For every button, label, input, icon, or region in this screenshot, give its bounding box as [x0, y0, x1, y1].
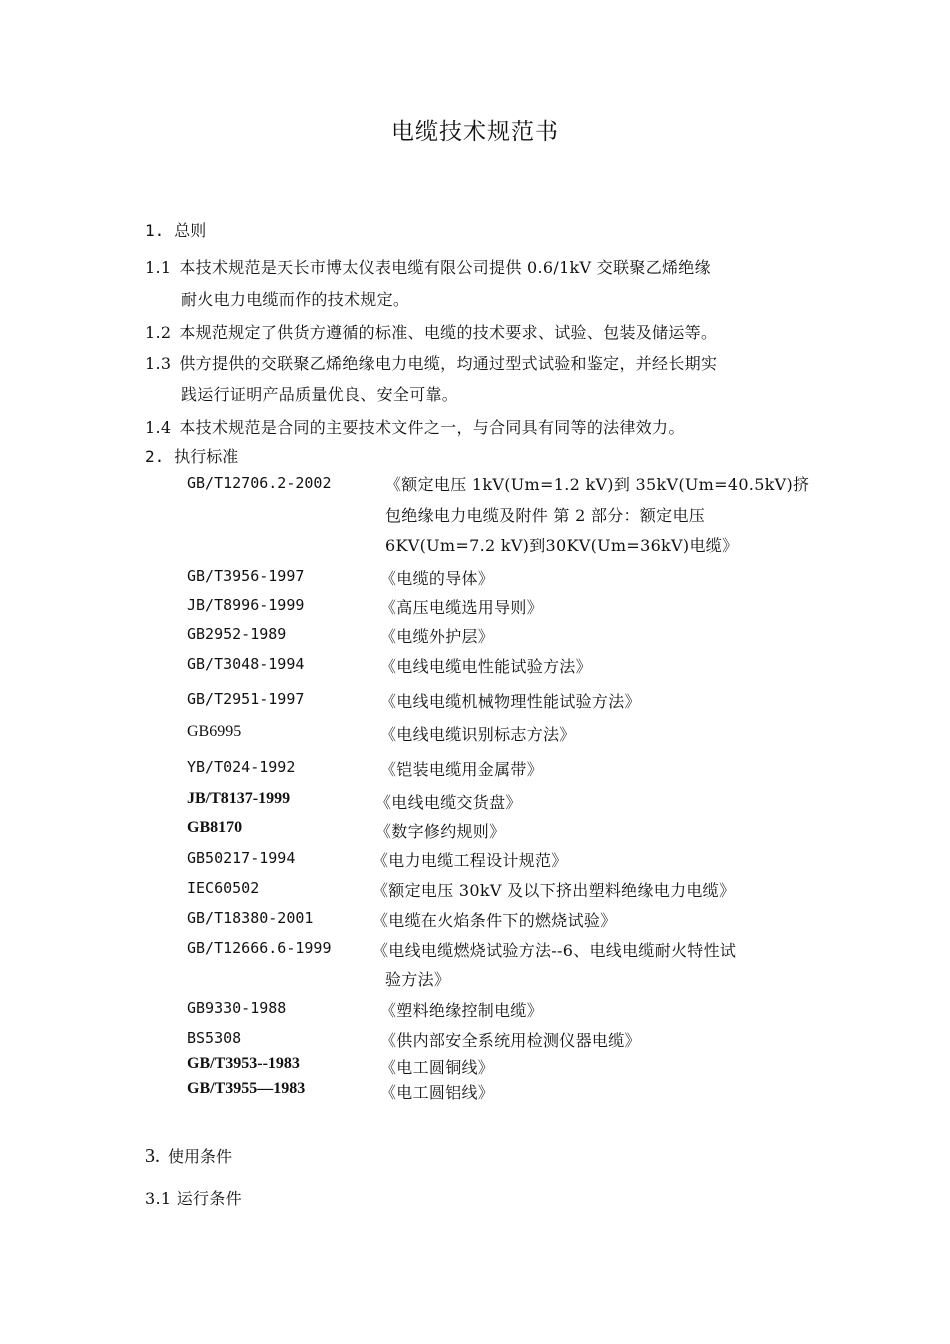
clause-1-1	[145, 255, 711, 278]
standard-title: 《额定电压 1kV(Um=1.2 kV)到 35kV(Um=40.5kV)挤	[385, 475, 810, 494]
standard-code: GB/T3048-1994	[187, 655, 305, 673]
standard-title-continued: 6KV(Um=7.2 kV)到30KV(Um=36kV)电缆》	[385, 536, 739, 555]
standard-code: GB/T3955—1983	[187, 1080, 306, 1097]
section-title: 执行标准	[174, 447, 239, 466]
subsection-3-1: 3.1 运行条件	[145, 1189, 242, 1208]
standard-title: 《数字修约规则》	[375, 822, 506, 841]
clause-number: 1.1	[145, 258, 172, 277]
standard-code: GB9330-1988	[187, 999, 287, 1017]
standard-code: YB/T024-1992	[187, 758, 296, 776]
standard-code: GB8170	[187, 819, 243, 836]
clause-text: 本规范规定了供货方遵循的标准、电缆的技术要求、试验、包装及储运等。	[179, 323, 718, 342]
clause-text: 本技术规范是天长市博太仪表电缆有限公司提供 0.6/1kV 交联聚乙烯绝缘	[179, 258, 711, 277]
clause-text: 本技术规范是合同的主要技术文件之一，与合同具有同等的法律效力。	[179, 418, 685, 437]
standard-title: 《电缆的导体》	[380, 569, 495, 588]
standard-title: 《高压电缆选用导则》	[380, 598, 544, 617]
standard-code: GB2952-1989	[187, 625, 287, 643]
standard-title-continued: 验方法》	[385, 970, 451, 989]
standard-code: IEC60502	[187, 879, 260, 897]
standard-title: 《电工圆铜线》	[380, 1058, 495, 1077]
standard-code: GB/T12706.2-2002	[187, 474, 332, 492]
standard-code: GB50217-1994	[187, 849, 296, 867]
section-number: 1.	[145, 221, 165, 240]
clause-1-3-continued: 践运行证明产品质量优良、安全可靠。	[181, 385, 459, 404]
standard-code: GB6995	[187, 723, 242, 740]
clause-1-4	[145, 415, 685, 438]
standard-title: 《电线电缆电性能试验方法》	[380, 657, 592, 676]
page-title: 电缆技术规范书	[391, 119, 559, 145]
section-number: 2.	[145, 447, 165, 466]
section-number: 3.	[145, 1145, 160, 1167]
standard-code: JB/T8137-1999	[187, 790, 291, 807]
clause-text: 供方提供的交联聚乙烯绝缘电力电缆，均通过型式试验和鉴定，并经长期实	[179, 354, 718, 373]
standard-title: 《供内部安全系统用检测仪器电缆》	[380, 1031, 641, 1050]
clause-number: 1.4	[145, 418, 172, 437]
section-3-heading	[145, 1144, 232, 1168]
standard-title: 《电缆外护层》	[380, 627, 495, 646]
standard-title: 《电线电缆机械物理性能试验方法》	[380, 692, 641, 711]
standard-title: 《额定电压 30kV 及以下挤出塑料绝缘电力电缆》	[372, 881, 736, 900]
standard-title: 《电缆在火焰条件下的燃烧试验》	[372, 911, 617, 930]
standard-title-continued: 包绝缘电力电缆及附件 第 2 部分：额定电压	[385, 506, 706, 525]
standard-code: GB/T18380-2001	[187, 909, 314, 927]
section-1-heading	[145, 218, 206, 241]
standard-code: GB/T3953--1983	[187, 1055, 300, 1072]
standard-title: 《电工圆铝线》	[380, 1083, 495, 1102]
section-title: 总则	[174, 221, 207, 240]
clause-1-3	[145, 351, 717, 374]
standard-title: 《电线电缆燃烧试验方法--6、电线电缆耐火特性试	[372, 941, 737, 960]
standard-title: 《电线电缆识别标志方法》	[380, 725, 576, 744]
clause-1-1-continued: 耐火电力电缆而作的技术规定。	[181, 290, 410, 309]
standard-code: BS5308	[187, 1029, 242, 1047]
clause-1-2	[145, 320, 717, 343]
standard-title: 《塑料绝缘控制电缆》	[380, 1001, 544, 1020]
clause-number: 1.3	[145, 354, 172, 373]
clause-number: 1.2	[145, 323, 172, 342]
standard-title: 《电力电缆工程设计规范》	[372, 851, 568, 870]
standard-code: JB/T8996-1999	[187, 596, 305, 614]
standard-code: GB/T12666.6-1999	[187, 939, 332, 957]
standard-code: GB/T2951-1997	[187, 690, 305, 708]
standard-title: 《铠装电缆用金属带》	[380, 760, 544, 779]
section-2-heading	[145, 444, 238, 467]
section-title: 使用条件	[168, 1147, 233, 1166]
standard-title: 《电线电缆交货盘》	[375, 793, 522, 812]
standard-code: GB/T3956-1997	[187, 567, 305, 585]
